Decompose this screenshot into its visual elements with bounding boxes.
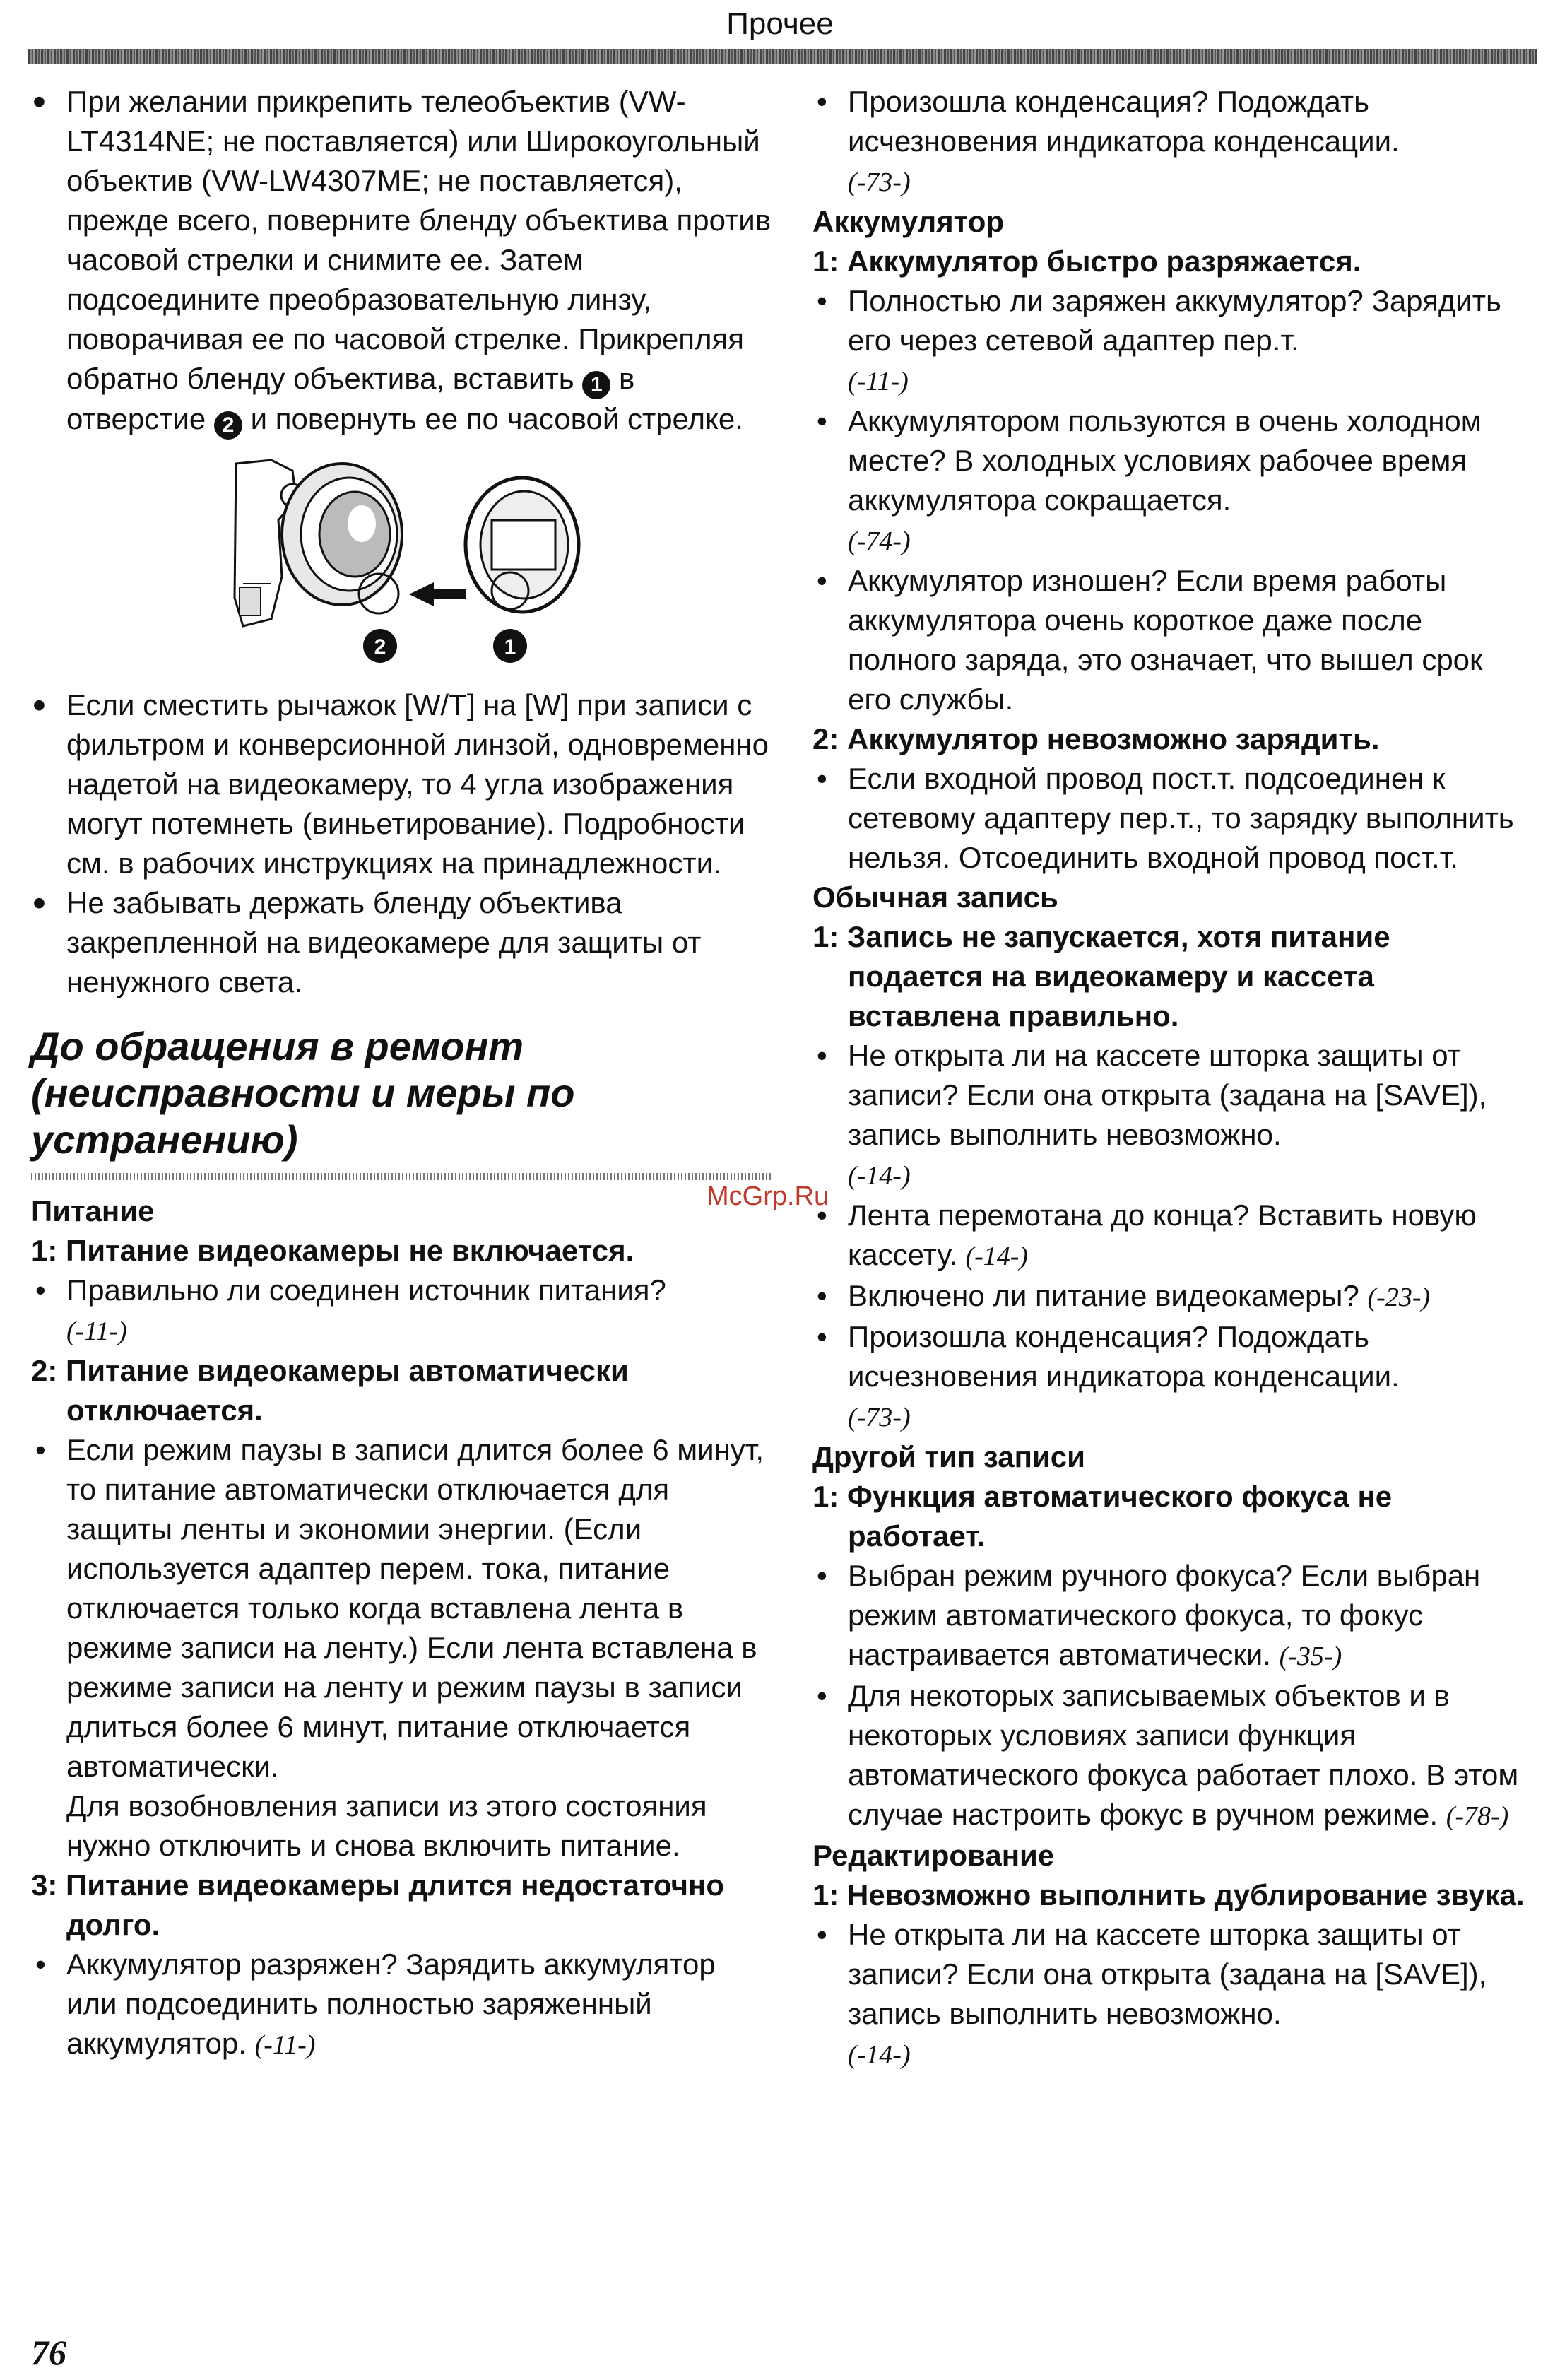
section-heading [31,1023,773,1163]
watermark: McGrp.Ru [707,1182,829,1211]
power-q3-bullet-text: Аккумулятор разряжен? Зарядить аккумулятор или подсоединить полностью заряженный аккумулятор. [66,1948,716,2060]
battery-b1-text: Полностью ли заряжен аккумулятор? Зарядить его через сетевой адаптер пер.т. [848,284,1501,357]
battery-b2-text: Аккумулятором пользуются в очень холодном месте? В холодных условиях рабочее время аккумулятора сокращается. [848,404,1482,517]
marker-2: 2 [214,411,242,440]
normal-b3 [812,1276,1533,1317]
battery-b2 [812,401,1533,561]
power-q1-ref: (-11-) [66,1316,127,1346]
other-recording-heading: Другой тип записи [812,1440,1085,1473]
power-q3-bullet [31,1945,773,2065]
lens-reflection [348,505,376,542]
condensation-note [812,82,1533,202]
marker-1: 1 [582,371,610,399]
other-b1-ref: (-35-) [1279,1642,1342,1671]
marker-2-label: 2 [374,635,386,659]
battery-b4: • Если входной провод пост.т. подсоединен к сетевому адаптеру пер.т., то зарядку выполнить нельзя. Отсоединить входной провод пост.т. [812,759,1533,878]
lens-hood-note [31,82,773,440]
normal-b4-ref: (-73-) [848,1403,911,1432]
lens-hood-note-text: При желании прикрепить телеобъектив (VW-LT4314NE; не поставляется) или Широкоугольный объектив (VW-LW4307ME; не поставляется), прежде всего, поверните бленду объектива против часовой стрелки и снимите ее. Затем подсоедините преобразовательную линзу, поворачивая ее по часовой стрелке. Прикрепляя обратно бленду объектива, вставить [66,85,772,395]
editing-heading: Редактирование [812,1839,1055,1872]
page-header-title: Прочее [726,6,834,41]
power-q2-bullet: • Если режим паузы в записи длится более 6 минут, то питание автоматически отключается для защиты ленты и экономии энергии. (Если используется адаптер перем. тока, питание отключается только когда вставлена лента в режиме записи на ленту.) Если лента вставлена в режиме записи на ленту и режим паузы в записи длиться более 6 минут, питание отключается автоматически. [31,1430,773,1786]
other-b1-text: Выбран режим ручного фокуса? Если выбран режим автоматического фокуса, то фокус настраивается автоматически. [848,1559,1481,1671]
left-column [31,82,773,2065]
other-b1 [812,1556,1533,1676]
section-heading-line-2: (неисправности и меры по [31,1071,575,1115]
right-column [812,82,1533,2075]
battery-q2: 2: Аккумулятор невозможно зарядить. [812,722,1380,755]
battery-b1 [812,281,1533,401]
editing-b1 [812,1915,1533,2075]
lens-hood-illustration [229,456,625,668]
power-q2: 2: Питание видеокамеры автоматически отключается. [31,1354,629,1427]
marker-1-label: 1 [504,635,516,659]
normal-b1-ref: (-14-) [848,1161,911,1191]
normal-b3-ref: (-23-) [1367,1283,1431,1312]
section-heading-line-1: До обращения в ремонт [31,1024,524,1068]
camera-port [240,587,261,615]
other-b2-ref: (-78-) [1446,1801,1509,1831]
normal-b2-ref: (-14-) [965,1242,1029,1271]
battery-b3: • Аккумулятор изношен? Если время работы аккумулятора очень короткое даже после полного заряда, это означает, что вышел срок его службы. [812,561,1533,719]
normal-b1 [812,1036,1533,1196]
normal-b2-text: Лента перемотана до конца? Вставить новую кассету. [848,1198,1477,1271]
power-q2-continuation: Для возобновления записи из этого состояния нужно отключить и снова включить питание. [66,1789,707,1862]
normal-b3-text: Включено ли питание видеокамеры? [848,1279,1359,1312]
other-b2-text: Для некоторых записываемых объектов и в некоторых условиях записи функция автоматического фокуса работает плохо. В этом случае настроить фокус в ручном режиме. [848,1679,1519,1831]
power-q1-bullet [31,1271,773,1351]
normal-recording-heading: Обычная запись [812,880,1058,914]
header-rule [28,49,1537,64]
battery-heading: Аккумулятор [812,205,1005,238]
section-rule [31,1173,773,1180]
lens-hood-keep-note: • Не забывать держать бленду объектива закрепленной на видеокамере для защиты от ненужного света. [31,883,773,1002]
battery-b1-ref: (-11-) [848,367,909,396]
normal-recording-q1: 1: Запись не запускается, хотя питание подается на видеокамеру и кассета вставлена правильно. [812,920,1390,1032]
editing-b1-text: Не открыта ли на кассете шторка защиты от записи? Если она открыта (задана на [SAVE]), запись выполнить невозможно. [848,1918,1487,2030]
battery-b2-ref: (-74-) [848,526,911,556]
power-heading: Питание [31,1194,155,1227]
lens-hood-window [492,520,555,570]
page-number: 76 [31,2333,66,2372]
editing-b1-ref: (-14-) [848,2040,911,2070]
condensation-note-text: Произошла конденсация? Подождать исчезновения индикатора конденсации. [848,85,1400,158]
other-b2 [812,1676,1533,1836]
power-q3-ref: (-11-) [254,2030,316,2060]
power-q1: 1: Питание видеокамеры не включается. [31,1234,634,1267]
normal-b2 [812,1196,1533,1276]
vignetting-note: • Если сместить рычажок [W/T] на [W] при записи с фильтром и конверсионной линзой, одновременно надетой на видеокамеру, то 4 угла изображения могут потемнеть (виньетирование). Подробности см. в рабочих инструкциях на принадлежности. [31,685,773,883]
normal-b4 [812,1317,1533,1437]
lens-hood-note-text-2: в отверстие [66,362,635,435]
normal-b4-text: Произошла конденсация? Подождать исчезновения индикатора конденсации. [848,1320,1400,1393]
arrow-icon [409,582,466,606]
lens-hood-note-text-3: и повернуть ее по часовой стрелке. [242,402,743,435]
section-heading-line-3: устранению) [31,1117,298,1162]
condensation-ref: (-73-) [848,167,911,197]
power-q3: 3: Питание видеокамеры длится недостаточно долго. [31,1868,724,1941]
other-recording-q1: 1: Функция автоматического фокуса не работает. [812,1480,1393,1553]
power-q1-bullet-text: Правильно ли соединен источник питания? [66,1273,666,1307]
normal-b1-text: Не открыта ли на кассете шторка защиты от записи? Если она открыта (задана на [SAVE]), запись выполнить невозможно. [848,1039,1487,1151]
editing-q1: 1: Невозможно выполнить дублирование звука. [812,1878,1525,1911]
battery-q1: 1: Аккумулятор быстро разряжается. [812,245,1361,278]
